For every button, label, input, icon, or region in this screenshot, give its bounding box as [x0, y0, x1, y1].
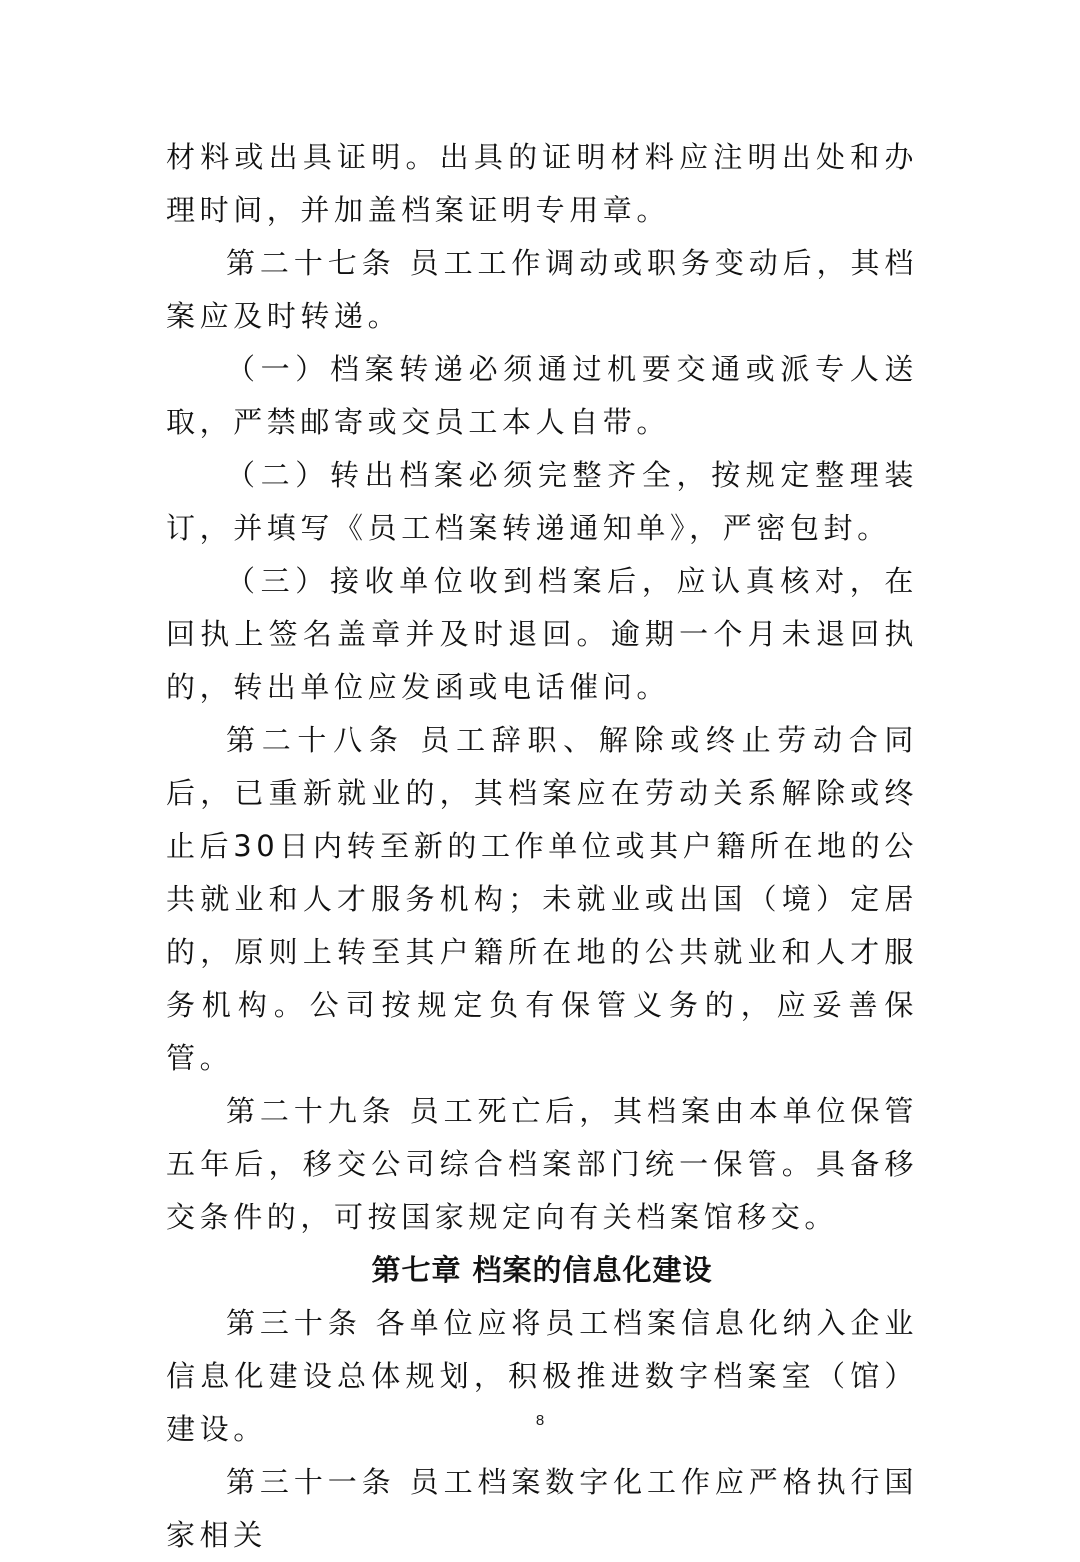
article-29: 第二十九条 员工死亡后，其档案由本单位保管五年后，移交公司综合档案部门统一保管。具备移交条件的，可按国家规定向有关档案馆移交。 [166, 1094, 918, 1234]
article-28: 第二十八条 员工辞职、解除或终止劳动合同后，已重新就业的，其档案应在劳动关系解除或终止后30日内转至新的工作单位或其户籍所在地的公共就业和人才服务机构；未就业或出国（境）定居的，原则上转至其户籍所在地的公共就业和人才服务机构。公司按规定负有保管义务的，应妥善保管。 [166, 723, 918, 1075]
article-27: 第二十七条 员工工作调动或职务变动后，其档案应及时转递。 [166, 246, 918, 333]
article-30: 第三十条 各单位应将员工档案信息化纳入企业信息化建设总体规划，积极推进数字档案室（馆）建设。 [166, 1306, 918, 1446]
article-27-item-3: （三）接收单位收到档案后，应认真核对，在回执上签名盖章并及时退回。逾期一个月未退回执的，转出单位应发函或电话催问。 [166, 564, 918, 704]
article-31: 第三十一条 员工档案数字化工作应严格执行国家相关 [166, 1465, 918, 1552]
paragraph-continuation: 材料或出具证明。出具的证明材料应注明出处和办理时间，并加盖档案证明专用章。 [166, 140, 918, 227]
article-27-item-2: （二）转出档案必须完整齐全，按规定整理装订，并填写《员工档案转递通知单》，严密包封。 [166, 458, 918, 545]
page-number: 8 [535, 1412, 545, 1429]
article-27-item-1: （一）档案转递必须通过机要交通或派专人送取，严禁邮寄或交员工本人自带。 [166, 352, 918, 439]
chapter-title: 第七章 档案的信息化建设 [371, 1253, 713, 1287]
document-body [166, 131, 918, 1562]
